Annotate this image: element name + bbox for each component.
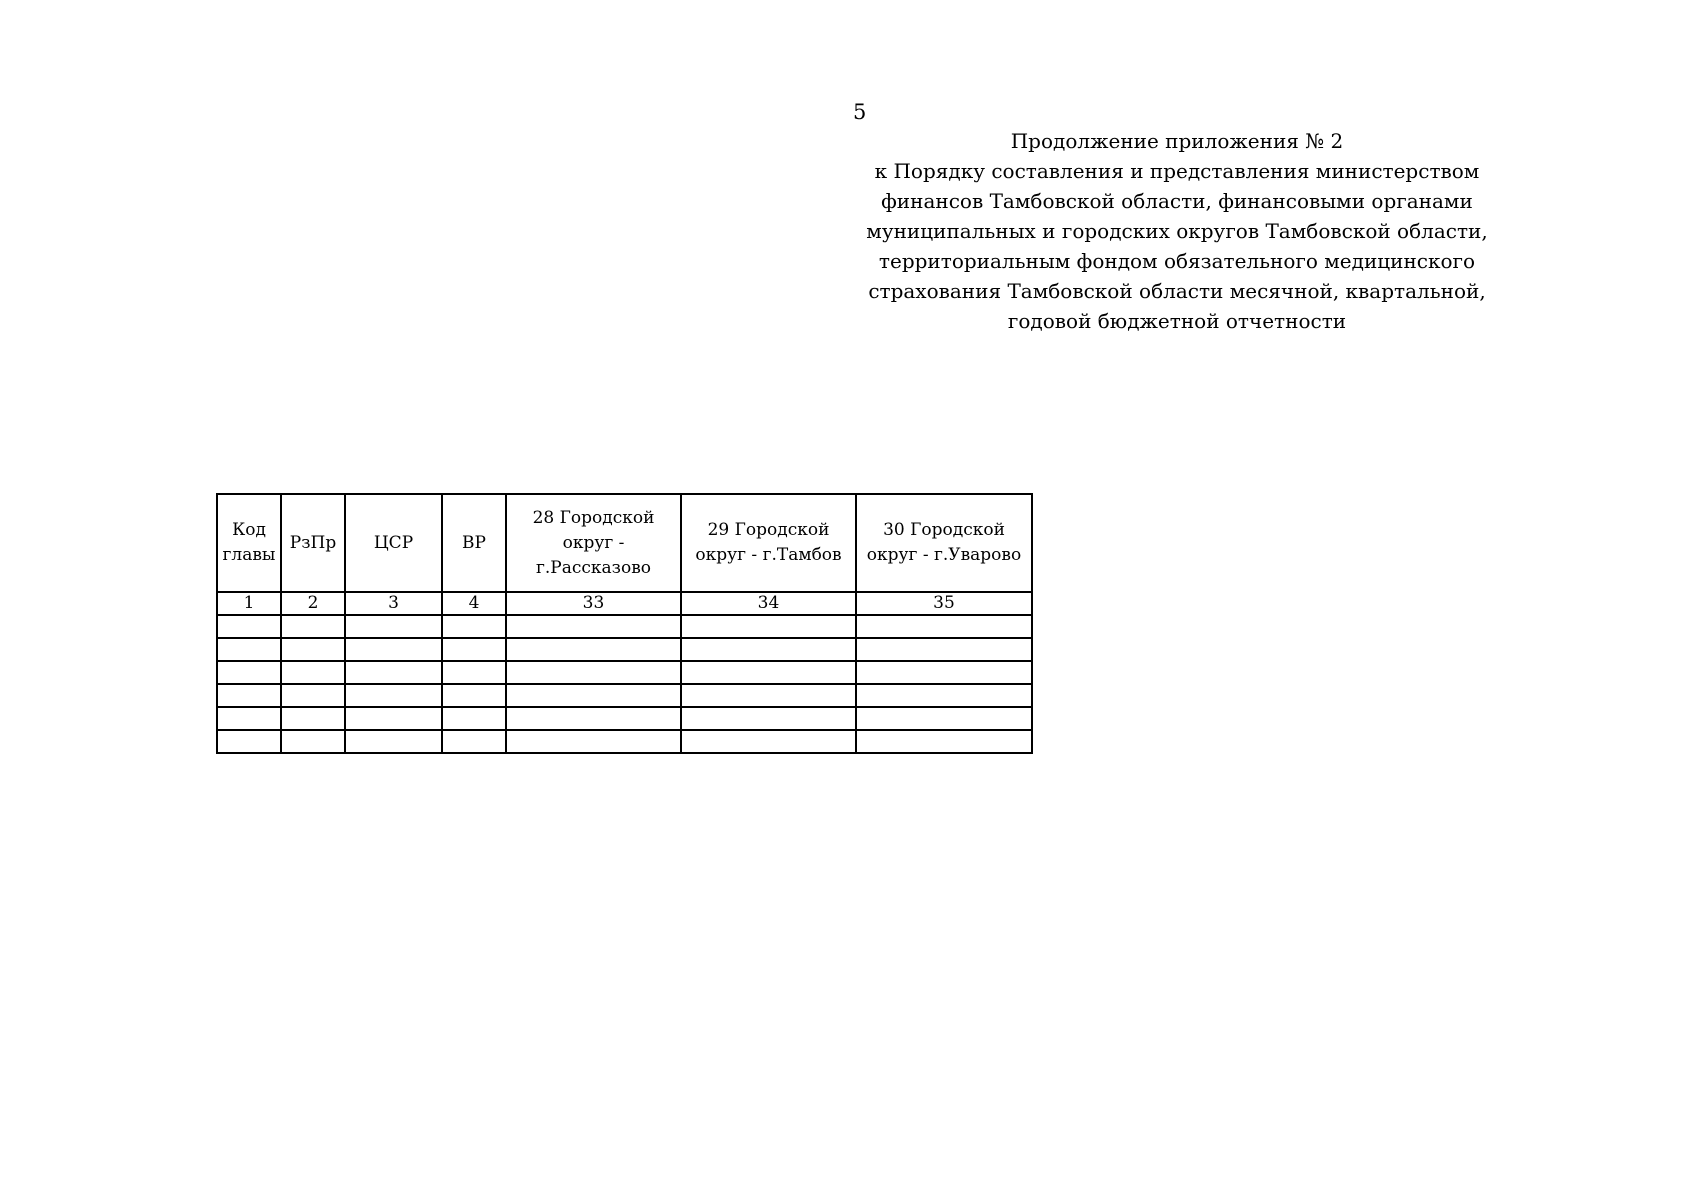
table-cell — [217, 615, 281, 638]
column-number-cell: 35 — [856, 592, 1032, 615]
table-cell — [856, 707, 1032, 730]
table-cell — [856, 661, 1032, 684]
table-cell — [681, 661, 856, 684]
column-number-cell: 4 — [442, 592, 506, 615]
table-cell — [506, 707, 681, 730]
table-cell — [856, 730, 1032, 753]
column-header-rzpr — [281, 494, 345, 592]
column-header-line: округ - г.Уварово — [866, 545, 1022, 565]
table-cell — [506, 684, 681, 707]
table-cell — [345, 684, 442, 707]
appendix-line: финансов Тамбовской области, финансовыми органами — [881, 189, 1473, 213]
table-cell — [442, 638, 506, 661]
column-header-line: главы — [222, 545, 276, 565]
column-header-line: Код — [232, 520, 266, 540]
table-cell — [681, 684, 856, 707]
table-cell — [281, 638, 345, 661]
table-cell — [442, 707, 506, 730]
column-number-cell: 34 — [681, 592, 856, 615]
table-row — [217, 661, 1032, 684]
column-header-csr — [345, 494, 442, 592]
table-row — [217, 684, 1032, 707]
column-header-kod-glavy — [217, 494, 281, 592]
column-number-row — [217, 592, 1032, 615]
table-cell — [281, 684, 345, 707]
column-number-cell: 3 — [345, 592, 442, 615]
column-header-line: 28 Городской — [532, 507, 655, 528]
column-header-line: РзПр — [289, 532, 337, 553]
table-cell — [345, 615, 442, 638]
table-cell — [681, 615, 856, 638]
table-cell — [856, 638, 1032, 661]
table-cell — [856, 615, 1032, 638]
table-cell — [281, 730, 345, 753]
column-number-cell: 1 — [217, 592, 281, 615]
table-cell — [281, 615, 345, 638]
appendix-line: муниципальных и городских округов Тамбовской области, — [866, 219, 1488, 243]
budget-report-table — [216, 493, 1033, 754]
page-number: 5 — [853, 100, 867, 124]
table-cell — [345, 638, 442, 661]
table-cell — [506, 615, 681, 638]
table-cell — [442, 684, 506, 707]
column-number-cell: 2 — [281, 592, 345, 615]
table-cell — [506, 730, 681, 753]
column-header-line: 29 Городской — [707, 520, 830, 540]
table-cell — [217, 730, 281, 753]
table-cell — [217, 661, 281, 684]
table-row — [217, 730, 1032, 753]
column-header-rasskazovo — [506, 494, 681, 592]
table-cell — [506, 638, 681, 661]
appendix-line: годовой бюджетной отчетности — [1007, 309, 1347, 333]
table-cell — [345, 707, 442, 730]
column-header-line: 30 Городской — [883, 520, 1005, 540]
table-cell — [681, 638, 856, 661]
column-header-line: округ - г.Тамбов — [695, 545, 842, 565]
appendix-header — [862, 126, 1492, 336]
table-header-row — [217, 494, 1032, 592]
table-cell — [681, 730, 856, 753]
table-cell — [442, 615, 506, 638]
column-header-line: г.Рассказово — [536, 557, 651, 578]
table-cell — [217, 684, 281, 707]
table-cell — [281, 707, 345, 730]
column-number-cell: 33 — [506, 592, 681, 615]
appendix-line: к Порядку составления и представления министерством — [874, 159, 1480, 183]
table-cell — [345, 730, 442, 753]
column-header-vr — [442, 494, 506, 592]
column-header-line: ВР — [462, 532, 486, 553]
appendix-line: страхования Тамбовской области месячной, квартальной, — [868, 279, 1486, 303]
table-cell — [442, 730, 506, 753]
table-cell — [506, 661, 681, 684]
column-header-uvarovo — [856, 494, 1032, 592]
table-cell — [856, 684, 1032, 707]
column-header-line: округ - — [562, 532, 625, 553]
appendix-line: территориальным фондом обязательного медицинского — [878, 249, 1476, 273]
table-cell — [681, 707, 856, 730]
table-cell — [217, 707, 281, 730]
table-cell — [281, 661, 345, 684]
table-cell — [345, 661, 442, 684]
table-cell — [442, 661, 506, 684]
table-row — [217, 615, 1032, 638]
table-cell — [217, 638, 281, 661]
column-header-line: ЦСР — [373, 532, 414, 553]
column-header-tambov — [681, 494, 856, 592]
table-row — [217, 638, 1032, 661]
table-row — [217, 707, 1032, 730]
appendix-title: Продолжение приложения № 2 — [1010, 129, 1344, 153]
